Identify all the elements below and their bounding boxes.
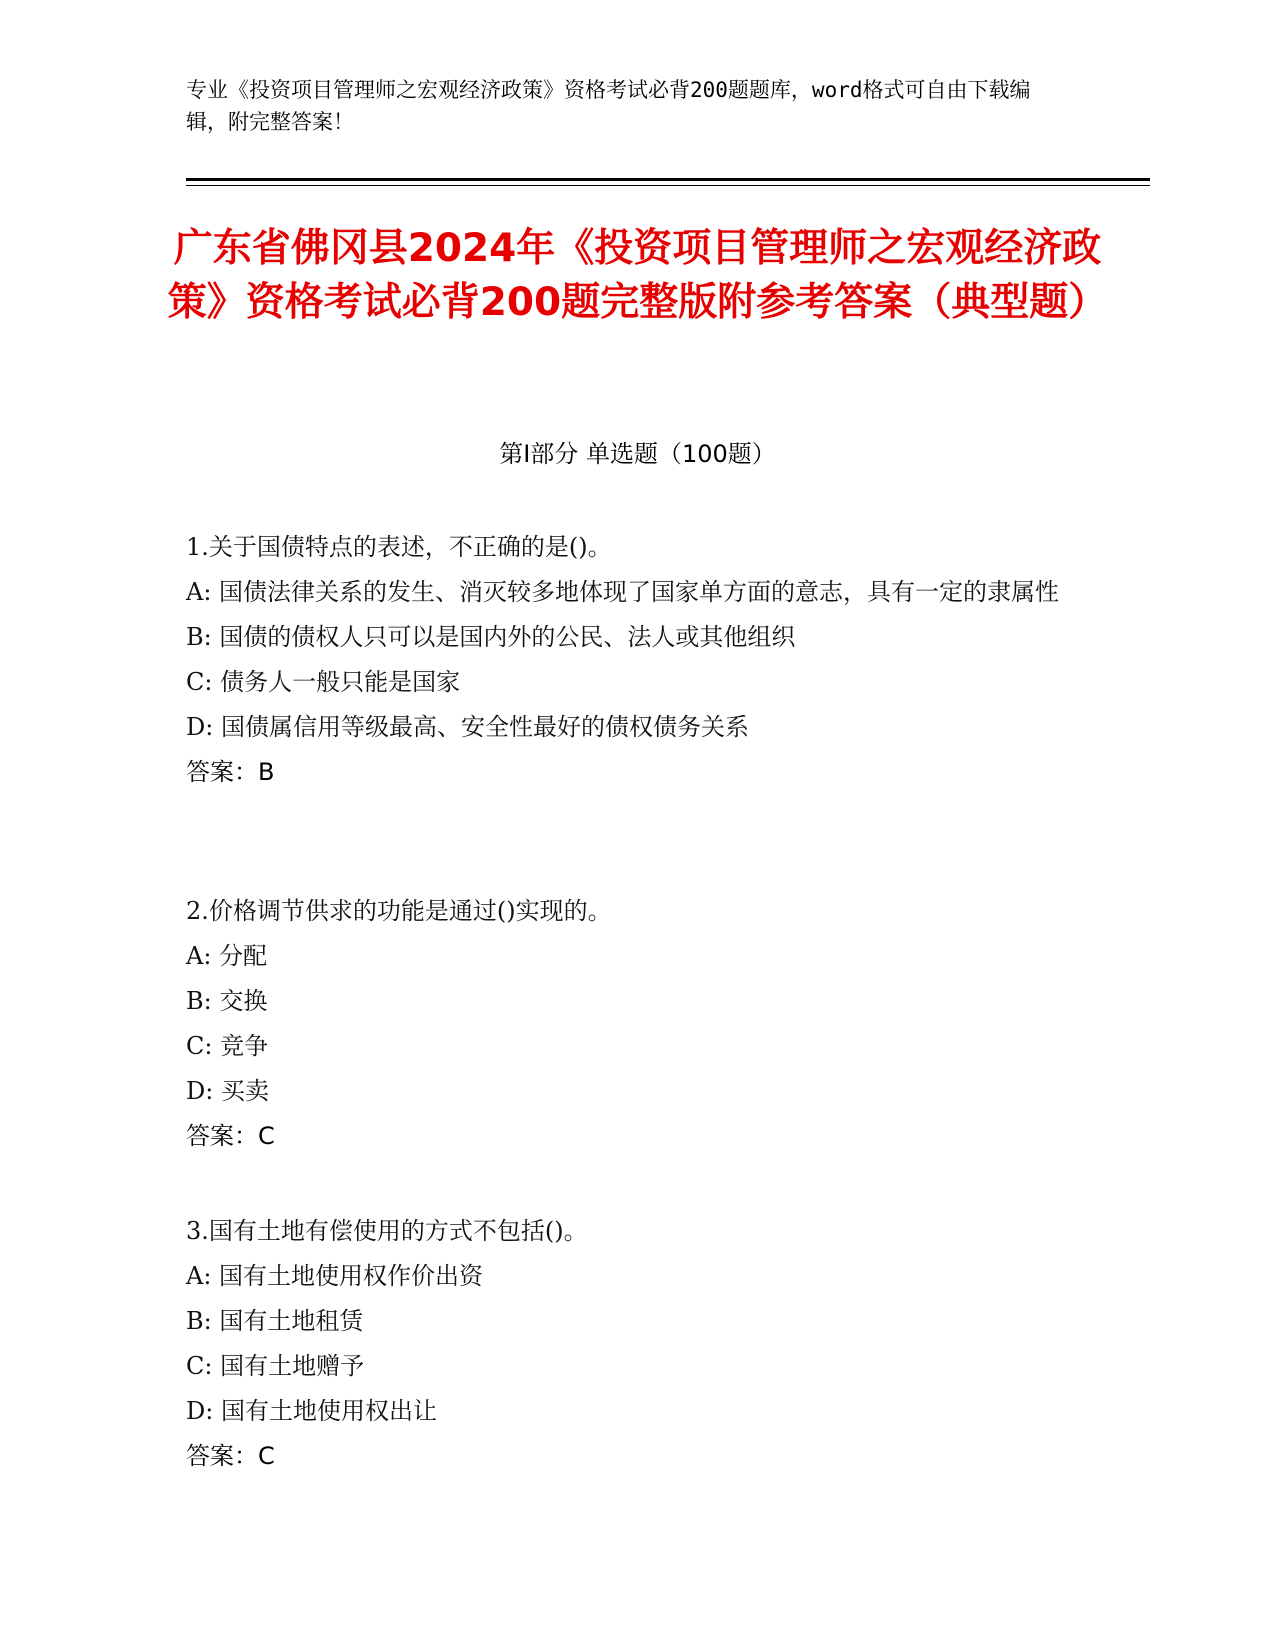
question-3 <box>186 1209 1086 1479</box>
option-b: B: 国债的债权人只可以是国内外的公民、法人或其他组织 <box>186 623 796 651</box>
question-stem: 1.关于国债特点的表述，不正确的是()。 <box>186 533 612 561</box>
option-b: B: 交换 <box>186 987 268 1015</box>
answer: 答案：C <box>186 1122 275 1150</box>
question-1 <box>186 525 1086 795</box>
header-rule-thick <box>186 178 1150 181</box>
header-rule-thin <box>186 185 1150 186</box>
answer: 答案：B <box>186 758 275 786</box>
option-d: D: 买卖 <box>186 1077 269 1105</box>
option-c: C: 债务人一般只能是国家 <box>186 668 461 696</box>
section-heading: 第I部分 单选题（100题） <box>499 440 776 468</box>
question-stem: 3.国有土地有偿使用的方式不包括()。 <box>186 1217 588 1245</box>
document-title: 广东省佛冈县2024年《投资项目管理师之宏观经济政策》资格考试必背200题完整版附参考答案（典型题） <box>167 226 1108 325</box>
option-a: A: 国有土地使用权作价出资 <box>186 1262 484 1290</box>
answer: 答案：C <box>186 1442 275 1470</box>
option-c: C: 国有土地赠予 <box>186 1352 365 1380</box>
option-b: B: 国有土地租赁 <box>186 1307 364 1335</box>
option-a: A: 国债法律关系的发生、消灭较多地体现了国家单方面的意志，具有一定的隶属性 <box>186 578 1060 606</box>
question-stem: 2.价格调节供求的功能是通过()实现的。 <box>186 897 612 925</box>
option-c: C: 竞争 <box>186 1032 269 1060</box>
option-a: A: 分配 <box>186 942 268 970</box>
option-d: D: 国有土地使用权出让 <box>186 1397 437 1425</box>
question-2 <box>186 889 1086 1159</box>
option-d: D: 国债属信用等级最高、安全性最好的债权债务关系 <box>186 713 749 741</box>
intro-text: 专业《投资项目管理师之宏观经济政策》资格考试必背200题题库，word格式可自由下载编辑，附完整答案！ <box>186 78 1031 134</box>
